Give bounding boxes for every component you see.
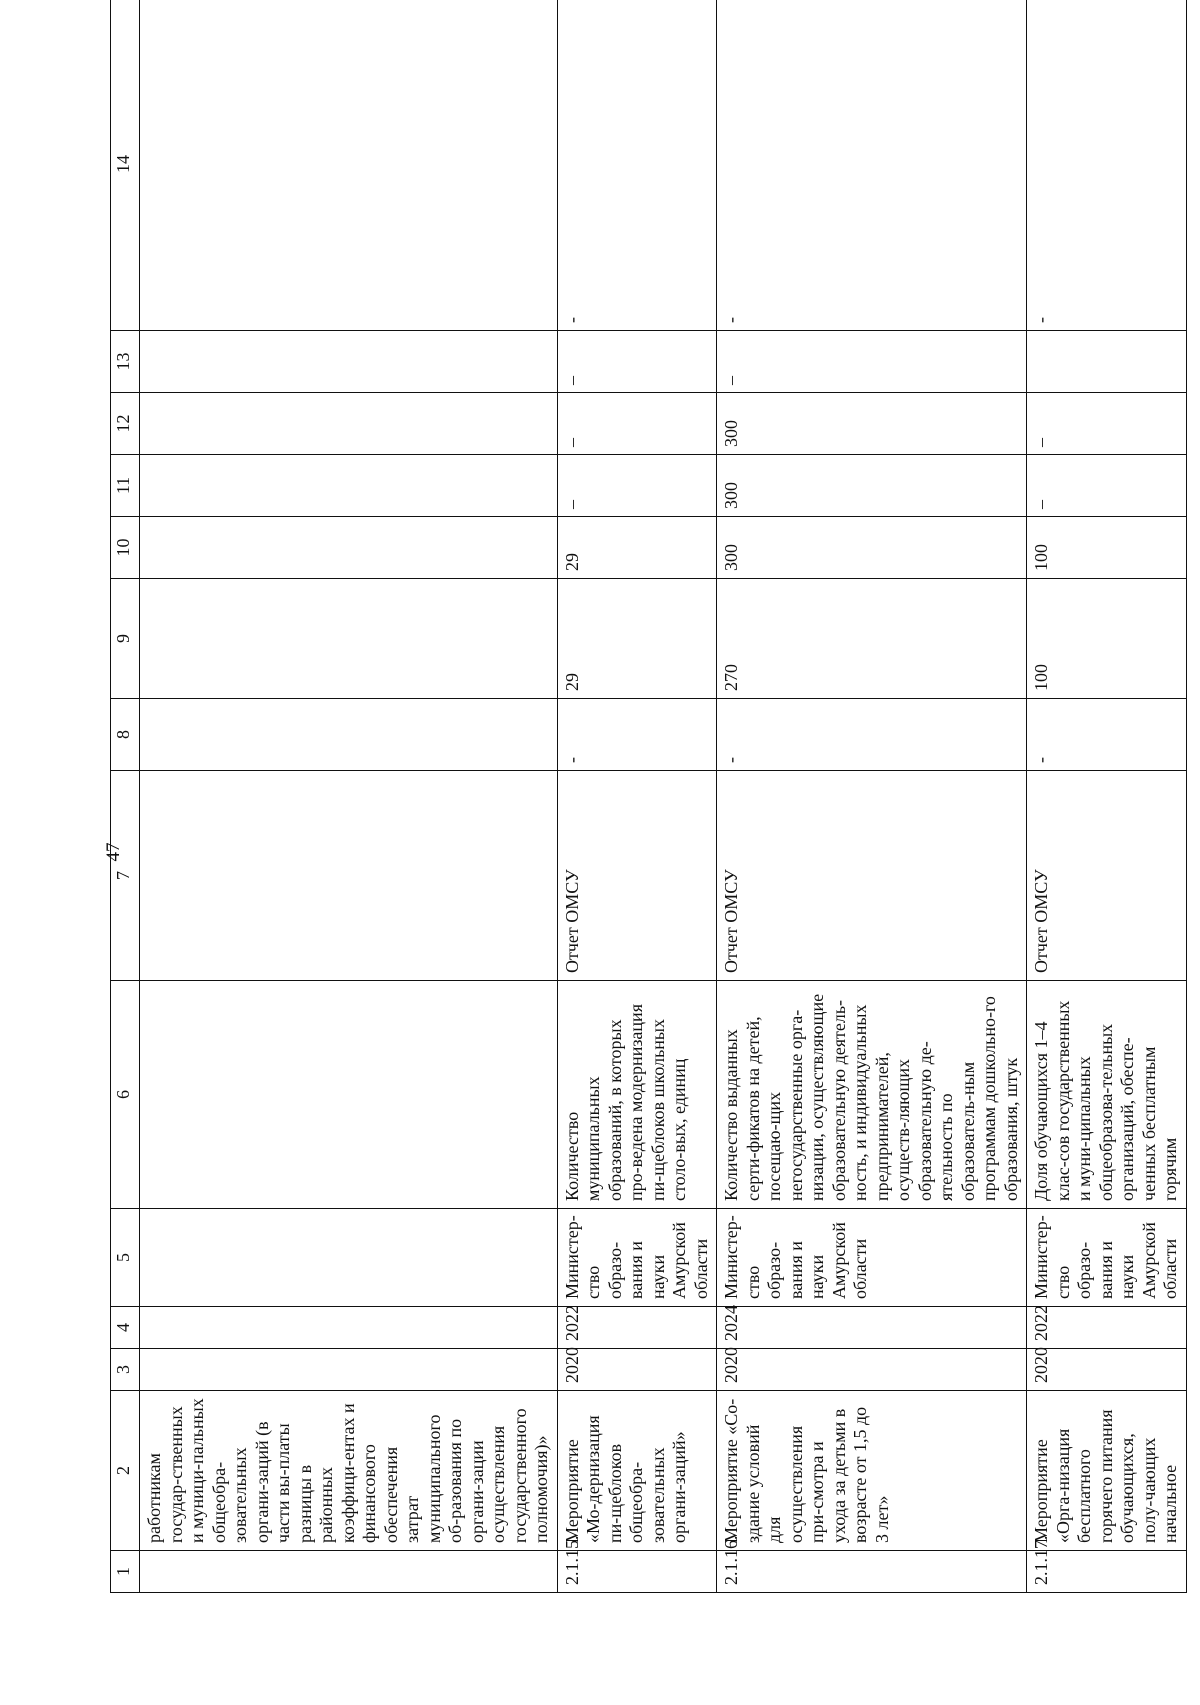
column-header: 6 (111, 981, 140, 1209)
executor: Министер-ство образо-вания и науки Амурской области (717, 1209, 1027, 1307)
data-source: Отчет ОМСУ (557, 771, 717, 981)
end-year: 2022 (557, 1307, 717, 1349)
rotated-table-container (110, 38, 1180, 1593)
column-header: 5 (111, 1209, 140, 1307)
value-cell (140, 517, 558, 579)
measure-name: Мероприятие «Со-здание условий для осуществления при-смотра и ухода за детьми в возрасте от 1,5 до 3 лет» (717, 1391, 1027, 1551)
data-source (140, 771, 558, 981)
start-year: 2020 (717, 1349, 1027, 1391)
table-row (140, 0, 558, 1593)
column-number-row (111, 0, 140, 1593)
value-cell (140, 331, 558, 393)
value-cell (1027, 331, 1187, 393)
column-header: 2 (111, 1391, 140, 1551)
value-cell (140, 699, 558, 771)
table-row (1027, 0, 1187, 1593)
value-cell: 29 (557, 517, 717, 579)
executor (140, 1209, 558, 1307)
measure-name: Мероприятие «Мо-дернизация пи-щеблоков общеобра-зовательных органи-заций» (557, 1391, 717, 1551)
column-header: 1 (111, 1551, 140, 1593)
measure-name: работникам государ-ственных и муници-пальных общеобра-зовательных органи-заций (в части вы-платы разницы в районных коэффици-ентах и финансового обеспечения затрат муниципального об-разования по органи-зации осуществления государственного полномочия)» (140, 1391, 558, 1551)
start-year: 2020 (1027, 1349, 1187, 1391)
executor: Министер-ство образо-вания и науки Амурской области (557, 1209, 717, 1307)
value-cell: - (557, 0, 717, 331)
row-number: 2.1.17. (1027, 1551, 1187, 1593)
value-cell: 300 (717, 393, 1027, 455)
column-header: 13 (111, 331, 140, 393)
value-cell: - (717, 699, 1027, 771)
value-cell: - (1027, 699, 1187, 771)
value-cell: - (557, 699, 717, 771)
value-cell: – (557, 331, 717, 393)
value-cell: – (557, 455, 717, 517)
value-cell (140, 579, 558, 699)
indicator: Количество муниципальных образований, в которых про-ведена модернизация пи-щеблоков школьных столо-вых, единиц (557, 981, 717, 1209)
value-cell: - (717, 0, 1027, 331)
value-cell: - (1027, 0, 1187, 331)
value-cell: – (557, 393, 717, 455)
executor: Министер-ство образо-вания и науки Амурской области (1027, 1209, 1187, 1307)
value-cell: – (717, 331, 1027, 393)
start-year: 2020 (557, 1349, 717, 1391)
column-header: 14 (111, 0, 140, 331)
value-cell: – (1027, 393, 1187, 455)
column-header: 8 (111, 699, 140, 771)
program-measures-table (110, 0, 1187, 1593)
column-header: 7 (111, 771, 140, 981)
column-header: 12 (111, 393, 140, 455)
row-number (140, 1551, 558, 1593)
indicator (140, 981, 558, 1209)
column-header: 9 (111, 579, 140, 699)
row-number: 2.1.16. (717, 1551, 1027, 1593)
indicator: Количество выданных серти-фикатов на детей, посещаю-щих негосударственные орга-низации, осуществляющие образовательную деятель-ность, и индивидуальных предпринимателей, осуществ-ляющих образовательную де-ятельность по образователь-ным программам дошкольно-го образования, штук (717, 981, 1027, 1209)
data-source: Отчет ОМСУ (717, 771, 1027, 981)
column-header: 4 (111, 1307, 140, 1349)
value-cell: 300 (717, 455, 1027, 517)
table-row (557, 0, 717, 1593)
value-cell (140, 393, 558, 455)
measure-name: Мероприятие «Орга-низация бесплатного горячего питания обучающихся, полу-чающих начальное (1027, 1391, 1187, 1551)
value-cell: 300 (717, 517, 1027, 579)
column-header: 11 (111, 455, 140, 517)
end-year: 2022 (1027, 1307, 1187, 1349)
end-year: 2024 (717, 1307, 1027, 1349)
value-cell (140, 455, 558, 517)
value-cell: – (1027, 455, 1187, 517)
end-year (140, 1307, 558, 1349)
value-cell: 29 (557, 579, 717, 699)
value-cell (140, 0, 558, 331)
indicator: Доля обучающихся 1–4 клас-сов государственных и муни-ципальных общеобразова-тельных организаций, обеспе-ченных бесплатным горячим (1027, 981, 1187, 1209)
data-source: Отчет ОМСУ (1027, 771, 1187, 981)
value-cell: 270 (717, 579, 1027, 699)
value-cell: 100 (1027, 517, 1187, 579)
value-cell: 100 (1027, 579, 1187, 699)
table-row (717, 0, 1027, 1593)
start-year (140, 1349, 558, 1391)
column-header: 3 (111, 1349, 140, 1391)
row-number: 2.1.15. (557, 1551, 717, 1593)
page-number: 47 (103, 842, 124, 862)
column-header: 10 (111, 517, 140, 579)
